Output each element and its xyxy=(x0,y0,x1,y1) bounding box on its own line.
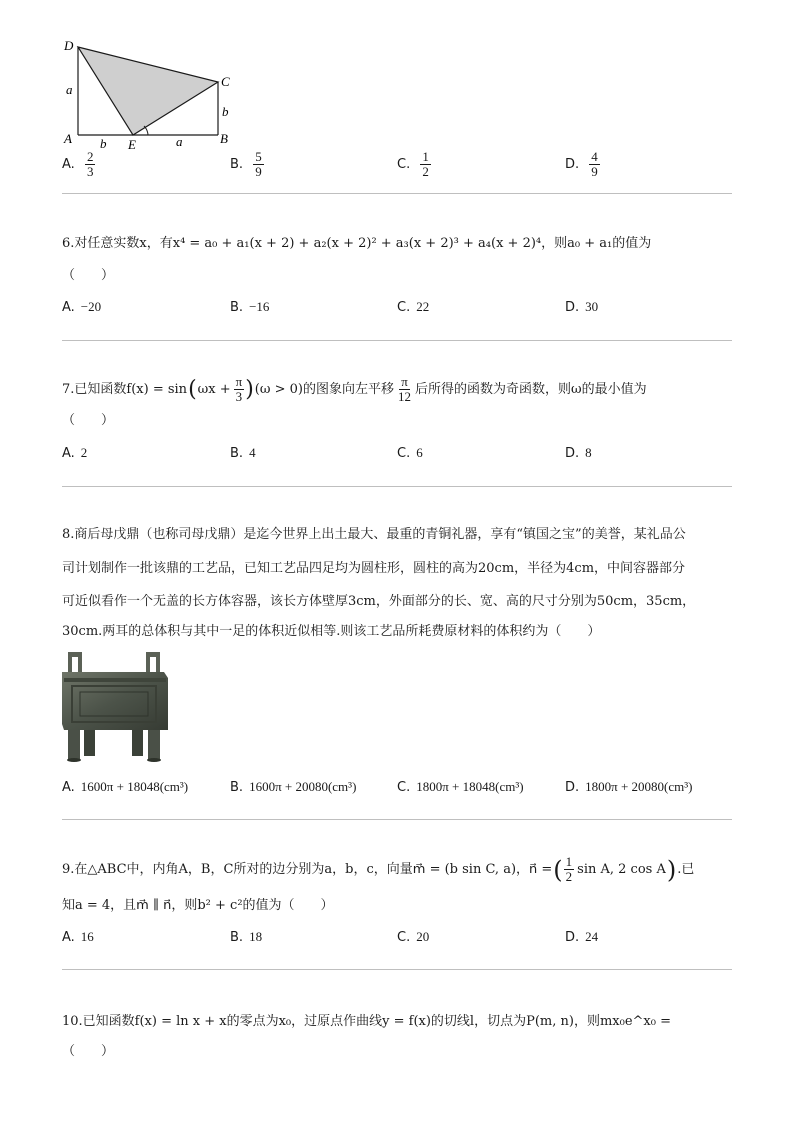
q7-option-d: D. 8 xyxy=(565,445,592,461)
q7-option-c: C. 6 xyxy=(397,445,423,461)
triangle-figure xyxy=(58,36,238,154)
bronze-ding-image xyxy=(60,650,170,772)
q5-option-c: C. $\frac{1}{2}$ xyxy=(397,149,429,179)
divider xyxy=(62,969,732,970)
q8-option-b: B. 1600π + 20080(cm³) xyxy=(230,779,357,795)
q8-line-2: 司计划制作一批该鼎的工艺品，已知工艺品四足均为圆柱形，圆柱的高为20cm，半径为4cm，中间容器部分 xyxy=(62,561,686,576)
q8-line-4: 30cm.两耳的总体积与其中一足的体积近似相等.则该工艺品所耗费原材料的体积约为（ ） xyxy=(62,624,601,639)
label-C: C xyxy=(221,74,230,89)
q6-option-c: C. 22 xyxy=(397,299,430,315)
divider xyxy=(62,819,732,820)
q9-option-d: D. 24 xyxy=(565,929,599,945)
q8-line-1: 8.商后母戊鼎（也称司母戊鼎）是迄今世界上出土最大、最重的青铜礼器，享有“镇国之宝”的美誉，某礼品公 xyxy=(62,527,686,542)
q8-option-d: D. 1800π + 20080(cm³) xyxy=(565,779,693,795)
label-a-left: a xyxy=(66,82,73,97)
q8-option-a: A. 1600π + 18048(cm³) xyxy=(62,779,189,795)
divider xyxy=(62,486,732,487)
q5-option-b: B. $\frac{5}{9}$ xyxy=(230,149,262,179)
q9-option-c: C. 20 xyxy=(397,929,430,945)
q9-option-b: B. 18 xyxy=(230,929,263,945)
label-D: D xyxy=(64,38,74,53)
q6-option-b: B. −16 xyxy=(230,299,270,315)
q7-stem: 7.已知函数f(x) = sin ( ωx + $\frac{\pi}{3}$ ) (ω > 0)的图象向左平移 $\frac{\pi}{12}$ 后所得的函数为奇函数，则ω的最小值为 xyxy=(62,374,647,404)
q7-option-a: A. 2 xyxy=(62,445,88,461)
q9-option-a: A. 16 xyxy=(62,929,94,945)
divider xyxy=(62,340,732,341)
divider xyxy=(62,193,732,194)
q10-paren: （ ） xyxy=(62,1044,115,1059)
q6-option-a: A. −20 xyxy=(62,299,102,315)
q8-option-c: C. 1800π + 18048(cm³) xyxy=(397,779,524,795)
label-B: B xyxy=(220,131,228,146)
q6-option-d: D. 30 xyxy=(565,299,599,315)
shaded-triangle xyxy=(78,47,218,135)
q6-paren: （ ） xyxy=(62,268,115,283)
label-A: A xyxy=(64,131,72,146)
q9-line-2: 知a = 4，且m⃗ ∥ n⃗，则b² + c²的值为（ ） xyxy=(62,898,334,913)
q9-stem: 9.在△ABC中，内角A，B，C所对的边分别为a，b，c，向量m⃗ = (b sin C, a)，n⃗ = ( $\frac{1}{2}$ sin A, 2 cos A ) .已 xyxy=(62,854,695,884)
q10-stem: 10.已知函数f(x) = ln x + x的零点为x₀，过原点作曲线y = f(x)的切线l，切点为P(m, n)，则mx₀e^x₀ = xyxy=(62,1014,671,1029)
q5-option-d: D. $\frac{4}{9}$ xyxy=(565,149,598,179)
label-b-right: b xyxy=(222,104,229,119)
label-b-bottom: b xyxy=(100,136,107,151)
q7-option-b: B. 4 xyxy=(230,445,256,461)
q7-paren: （ ） xyxy=(62,413,115,428)
q8-line-3: 可近似看作一个无盖的长方体容器，该长方体壁厚3cm，外面部分的长、宽、高的尺寸分别为50cm，35cm， xyxy=(62,594,696,609)
q6-stem: 6.对任意实数x，有x⁴ = a₀ + a₁(x + 2) + a₂(x + 2)² + a₃(x + 2)³ + a₄(x + 2)⁴，则a₀ + a₁的值为 xyxy=(62,236,652,251)
label-a-bottom: a xyxy=(176,134,183,149)
q5-option-a: A. $\frac{2}{3}$ xyxy=(62,149,94,179)
label-E: E xyxy=(128,137,136,152)
